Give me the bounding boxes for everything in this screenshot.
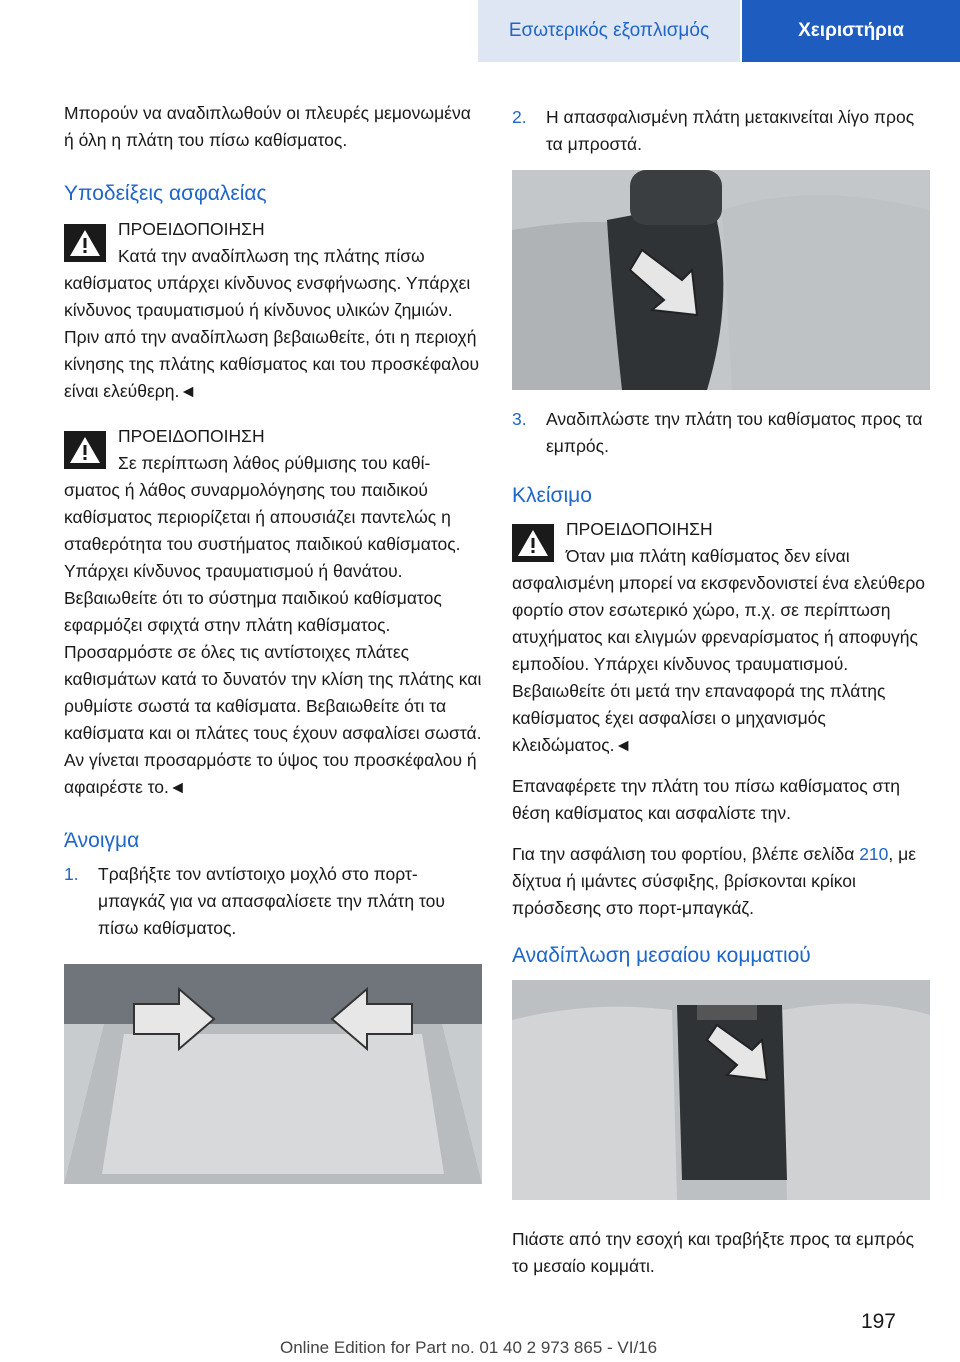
warning-icon [64, 224, 106, 262]
warning-icon [512, 524, 554, 562]
left-column [64, 100, 482, 1184]
list-item [64, 861, 482, 942]
step-text: Η απασφαλισμένη πλάτη μετακινείται λίγο προς τα μπροστά. [546, 107, 915, 154]
middle-text: Πιάστε από την εσοχή και τραβήξτε προς τα εμπρός το μεσαίο κομμάτι. [512, 1229, 915, 1276]
edition-footer: Online Edition for Part no. 01 40 2 973 865 - VI/16 [280, 1338, 658, 1357]
page-number: 197 [860, 1310, 896, 1333]
cargo-text-pre: Για την ασφάλιση του φορτίου, βλέπε σελίδα [512, 844, 860, 864]
step-number: 3. [512, 409, 527, 429]
trunk-photo [64, 964, 482, 1184]
middle-heading: Αναδίπλωση μεσαίου κομματιού [512, 944, 811, 967]
page-link[interactable]: 210 [859, 844, 889, 864]
step-number: 1. [64, 864, 79, 884]
warning-first-line: Κατά την αναδίπλωση της πλάτης πίσω [118, 246, 425, 266]
step-number: 2. [512, 107, 527, 127]
open-heading: Άνοιγμα [64, 829, 140, 852]
cargo-text-post: , με δίχτυα ή ιμάντες σύσφιξης, βρίσκονται κρίκοι πρόσδεσης στο πορτ-μπαγκάζ. [512, 844, 917, 918]
warning-block [512, 516, 930, 759]
step-text: Αναδιπλώστε την πλάτη του καθίσματος προς τα εμπρός. [546, 409, 923, 456]
intro-text: Μπορούν να αναδιπλωθούν οι πλευρές μεμονωμένα ή όλη η πλάτη του πίσω καθίσματος. [64, 103, 471, 150]
warning-block [64, 423, 482, 801]
warning-text: καθίσματος υπάρχει κίνδυνος ενσφήνωσης. Υπάρχει κίνδυνος τραυματισμού ή κίνδυνος υλικών ζημιών. Πριν από την αναδίπλωση βεβαιωθείτε, ότι η περιοχή κίνησης της πλάτης καθίσματος και του προσκέφαλου είναι ελεύθερη.◄ [64, 273, 480, 401]
list-item [512, 406, 930, 460]
cargo-text [512, 841, 930, 922]
section-tab: Εσωτερικός εξοπλισμός [478, 0, 740, 62]
restore-text: Επαναφέρετε την πλάτη του πίσω καθίσματος στη θέση καθίσματος και ασφαλίστε την. [512, 776, 900, 823]
warning-text: σματος ή λάθος συναρμολόγησης του παιδικού καθίσματος περιορίζεται ή απουσιάζει παντελώς η σταθερότητα του συστήματος παιδικού καθίσματος. Υπάρχει κίνδυνος τραυματισμού ή θανάτου. Βεβαιωθείτε ότι το σύστημα παιδικού καθίσματος εφαρμόζει σφιχτά στην πλάτη καθίσματος. Προσαρμόστε σε όλες τις αντίστοιχες πλάτες καθισμάτων κατά το δυνατόν την κλίση της πλάτης και ρυθμίστε σωστά τα καθίσματα. Βεβαιωθείτε ότι τα καθίσματα και οι πλάτες τους έχουν ασφαλίσει σωστά. Αν γίνεται προσαρμόστε το ύψος του προσκέφαλου ή αφαιρέστε το.◄ [64, 480, 482, 797]
warning-title: ΠΡΟΕΙΔΟΠΟΙΗΣΗ [118, 426, 265, 446]
warning-block [64, 216, 482, 405]
warning-icon [64, 431, 106, 469]
steps-list [512, 406, 930, 460]
steps-list [64, 861, 482, 942]
warning-first-line: Σε περίπτωση λάθος ρύθμισης του καθί- [118, 453, 431, 473]
close-heading: Κλείσιμο [512, 484, 592, 507]
steps-list [512, 104, 930, 158]
seat-backrest-photo [512, 170, 930, 390]
right-column [512, 104, 930, 1294]
step-text: Τραβήξτε τον αντίστοιχο μοχλό στο πορτ-μπαγκάζ για να απασφαλίσετε την πλάτη του πίσω καθίσματος. [98, 864, 445, 938]
warning-title: ΠΡΟΕΙΔΟΠΟΙΗΣΗ [118, 219, 265, 239]
warning-title: ΠΡΟΕΙΔΟΠΟΙΗΣΗ [566, 519, 713, 539]
page-header [0, 0, 960, 62]
warning-first-line: Όταν μια πλάτη καθίσματος δεν είναι [566, 546, 850, 566]
warning-text: ασφαλισμένη μπορεί να εκσφενδονιστεί ένα ελεύθερο φορτίο στον εσωτερικό χώρο, π.χ. σε περίπτωση ατυχήματος και ελιγμών φρεναρίσματος ή αποφυγής εμποδίου. Υπάρχει κίνδυνος τραυματισμού. Βεβαιωθείτε ότι μετά την επαναφορά της πλάτης καθίσματος έχει ασφαλίσει ο μηχανισμός κλειδώματος.◄ [512, 573, 926, 755]
safety-heading: Υποδείξεις ασφαλείας [64, 182, 267, 205]
chapter-tab: Χειριστήρια [742, 0, 960, 62]
middle-section-photo [512, 980, 930, 1200]
list-item [512, 104, 930, 158]
